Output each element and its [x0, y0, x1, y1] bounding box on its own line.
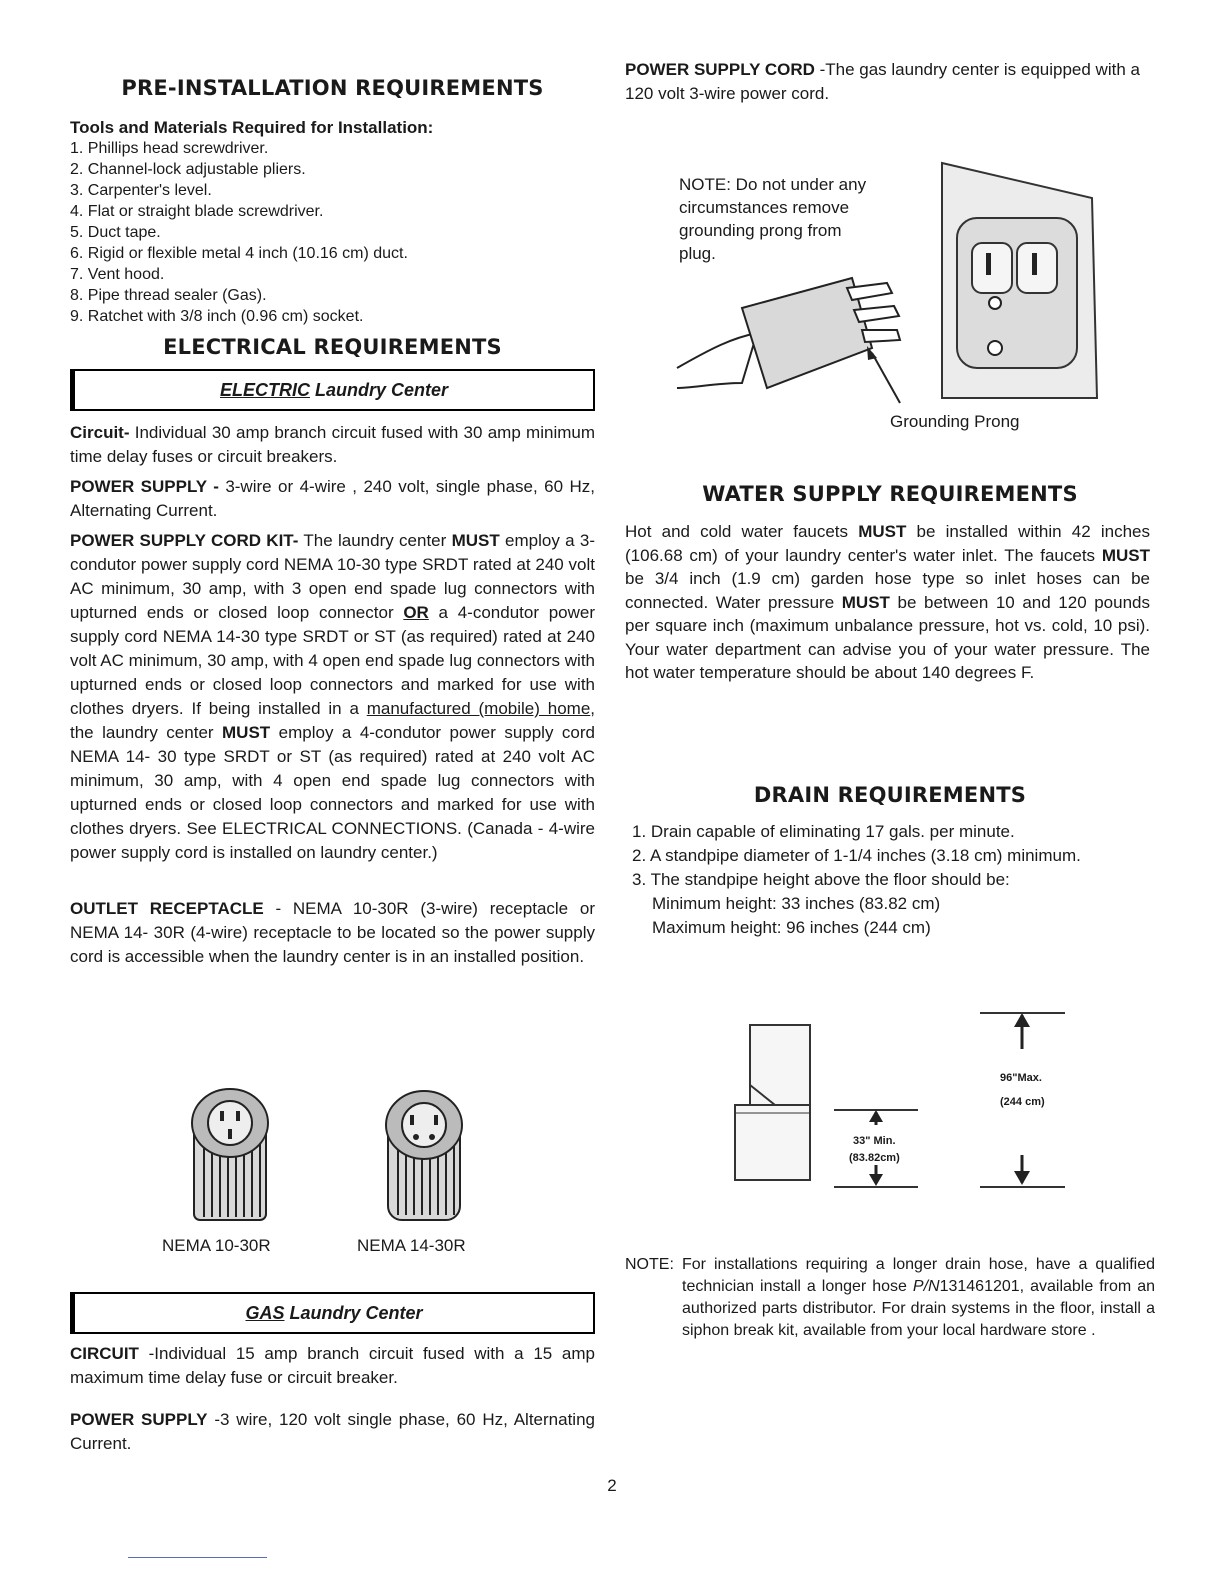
cord-kit-text: employ a 4-condutor power supply cord NEMA 14- 30 type SRDT or ST (as required) rated at 240 volt AC minimum, 30 amp, with 4 open end spade lug connectors with upturned ends or closed loop connectors and marked for use with clothes dryers. See ELECTRICAL CONNECTIONS. (Canada - 4-wire power supply cord is installed on laundry center.) [70, 723, 595, 862]
circuit-label: Circuit- [70, 423, 130, 442]
min-label-cm: (83.82cm) [849, 1152, 900, 1164]
min-label: 33" Min. [853, 1135, 896, 1147]
water-text: be installed within 42 inches (106.68 cm) of your laundry center's water inlet. The faucets [625, 522, 1150, 565]
list-item: 9. Ratchet with 3/8 inch (0.96 cm) socket. [70, 308, 364, 325]
gas-box-rest: Laundry Center [284, 1302, 423, 1323]
nema-10-30r-illustration [186, 1085, 276, 1225]
cord-kit-text: a 4-condutor power supply cord NEMA 14-30 type SRDT or ST (as required) rated at 240 volt AC minimum, 30 amp, with 4 open end spade lug connectors with upturned ends or closed loop connectors and marked for use with clothes dryers. If being installed in a [70, 603, 596, 718]
tools-list [70, 138, 595, 327]
outlet-paragraph [70, 897, 595, 969]
grounding-prong-caption: Grounding Prong [890, 412, 1020, 431]
list-item: 1. Drain capable of eliminating 17 gals. per minute. [632, 822, 1015, 841]
list-item: 5. Duct tape. [70, 224, 161, 241]
gas-word: GAS [245, 1302, 285, 1323]
page-number: 2 [607, 1476, 617, 1495]
right-column [625, 58, 1155, 106]
left-column [70, 70, 595, 969]
water-text: be between 10 and 120 pounds per square inch (maximum unbalance pressure, hot vs. cold, 10 psi). Your water department can advise you of your water pressure. The hot water temperature should be about 140 degrees F. [625, 592, 1150, 682]
drain-min-height: Minimum height: 33 inches (83.82 cm) [652, 894, 941, 913]
list-item: 2. A standpipe diameter of 1-1/4 inches (3.18 cm) minimum. [632, 846, 1081, 865]
max-label: 96"Max. [1000, 1072, 1042, 1084]
gas-power-text: -3 wire, 120 volt single phase, 60 Hz, Alternating Current. [70, 1410, 595, 1453]
list-item: 3. The standpipe height above the floor should be: [632, 870, 1010, 889]
part-number-prefix: P/N [912, 1278, 940, 1295]
list-item: 4. Flat or straight blade screwdriver. [70, 203, 324, 220]
cord-kit-paragraph [70, 529, 595, 865]
list-item: 6. Rigid or flexible metal 4 inch (10.16 cm) duct. [70, 245, 408, 262]
bottom-divider [128, 1557, 267, 1558]
water-supply-paragraph [625, 520, 1150, 685]
max-label-cm: (244 cm) [1000, 1096, 1045, 1108]
list-item: 8. Pipe thread sealer (Gas). [70, 287, 267, 304]
electrical-heading: ELECTRICAL REQUIREMENTS [163, 335, 502, 359]
must-word: MUST [451, 531, 500, 550]
must-word: MUST [841, 592, 890, 612]
power-supply-text: 3-wire or 4-wire , 240 volt, single phase, 60 Hz, Alternating Current. [70, 477, 595, 520]
mobile-home-text: manufactured (mobile) home [366, 699, 591, 718]
nema-14-30r-illustration [380, 1085, 470, 1225]
power-cord-text: -The gas laundry center is equipped with a 120 volt 3-wire power cord. [625, 60, 1140, 103]
electric-laundry-center-box [70, 369, 595, 411]
cord-kit-text: employ a 3-condutor power supply cord NEMA 10-30 type SRDT rated at 240 volt AC minimum, 30 amp, with 3 open end spade lug connectors with upturned ends or closed loop connector [70, 531, 596, 622]
cord-kit-text: , the laundry center [70, 699, 596, 742]
note-text: 131461201, available from an authorized parts distributor. For drain systems in the floor, install a siphon break kit, available from your local hardware store . [682, 1278, 1155, 1339]
gas-laundry-center-box [70, 1292, 595, 1334]
cord-kit-text: The laundry center [298, 531, 452, 550]
gas-power-paragraph [70, 1408, 595, 1456]
drain-note [625, 1254, 1155, 1342]
water-supply-heading: WATER SUPPLY REQUIREMENTS [702, 482, 1078, 506]
must-word: MUST [858, 522, 907, 541]
power-cord-paragraph [625, 58, 1155, 106]
gas-section [70, 1292, 595, 1456]
nema-10-30r-caption: NEMA 10-30R [162, 1236, 271, 1255]
gas-circuit-paragraph [70, 1342, 595, 1390]
outlet-label: OUTLET RECEPTACLE [70, 899, 264, 918]
list-item: 3. Carpenter's level. [70, 182, 212, 199]
drain-heading: DRAIN REQUIREMENTS [753, 783, 1027, 807]
power-cord-label: POWER SUPPLY CORD [625, 60, 815, 79]
circuit-paragraph [70, 421, 595, 469]
must-word: MUST [1101, 545, 1150, 565]
drain-list [632, 820, 1152, 940]
must-word: MUST [222, 723, 271, 742]
plug-note: NOTE: Do not under any circumstances remove grounding prong from plug. [679, 175, 867, 263]
electric-word: ELECTRIC [219, 379, 310, 400]
circuit-text: Individual 30 amp branch circuit fused with 30 amp minimum time delay fuses or circuit breakers. [70, 423, 595, 466]
gas-circuit-text: -Individual 15 amp branch circuit fused with a 15 amp maximum time delay fuse or circuit breaker. [70, 1344, 595, 1387]
drain-max-height: Maximum height: 96 inches (244 cm) [652, 918, 931, 937]
note-text: For installations requiring a longer drain hose, have a qualified technician install a longer hose [682, 1256, 1155, 1295]
list-item: 7. Vent hood. [70, 266, 165, 283]
note-label: NOTE: [625, 1256, 674, 1273]
tools-heading: Tools and Materials Required for Installation: [70, 118, 434, 137]
gas-power-label: POWER SUPPLY [70, 1410, 208, 1429]
pre-installation-heading: PRE-INSTALLATION REQUIREMENTS [121, 76, 544, 100]
note-body [682, 1254, 1155, 1342]
plug-and-outlet-illustration [672, 158, 1102, 408]
water-text: be 3/4 inch (1.9 cm) garden hose type so inlet hoses can be connected. Water pressure [625, 569, 1150, 612]
power-supply-label: POWER SUPPLY - [70, 477, 219, 496]
nema-14-30r-caption: NEMA 14-30R [357, 1236, 466, 1255]
cord-kit-label: POWER SUPPLY CORD KIT- [70, 531, 299, 550]
or-word: OR [403, 603, 429, 622]
gas-circuit-label: CIRCUIT [70, 1344, 139, 1363]
water-text: Hot and cold water faucets [625, 522, 859, 541]
electric-box-rest: Laundry Center [309, 379, 449, 400]
list-item: 1. Phillips head screwdriver. [70, 140, 269, 157]
list-item: 2. Channel-lock adjustable pliers. [70, 161, 306, 178]
outlet-text: - NEMA 10-30R (3-wire) receptacle or NEMA 14- 30R (4-wire) receptacle to be located so the power supply cord is accessible when the laundry center is in an installed position. [70, 899, 595, 966]
power-supply-paragraph [70, 475, 595, 523]
